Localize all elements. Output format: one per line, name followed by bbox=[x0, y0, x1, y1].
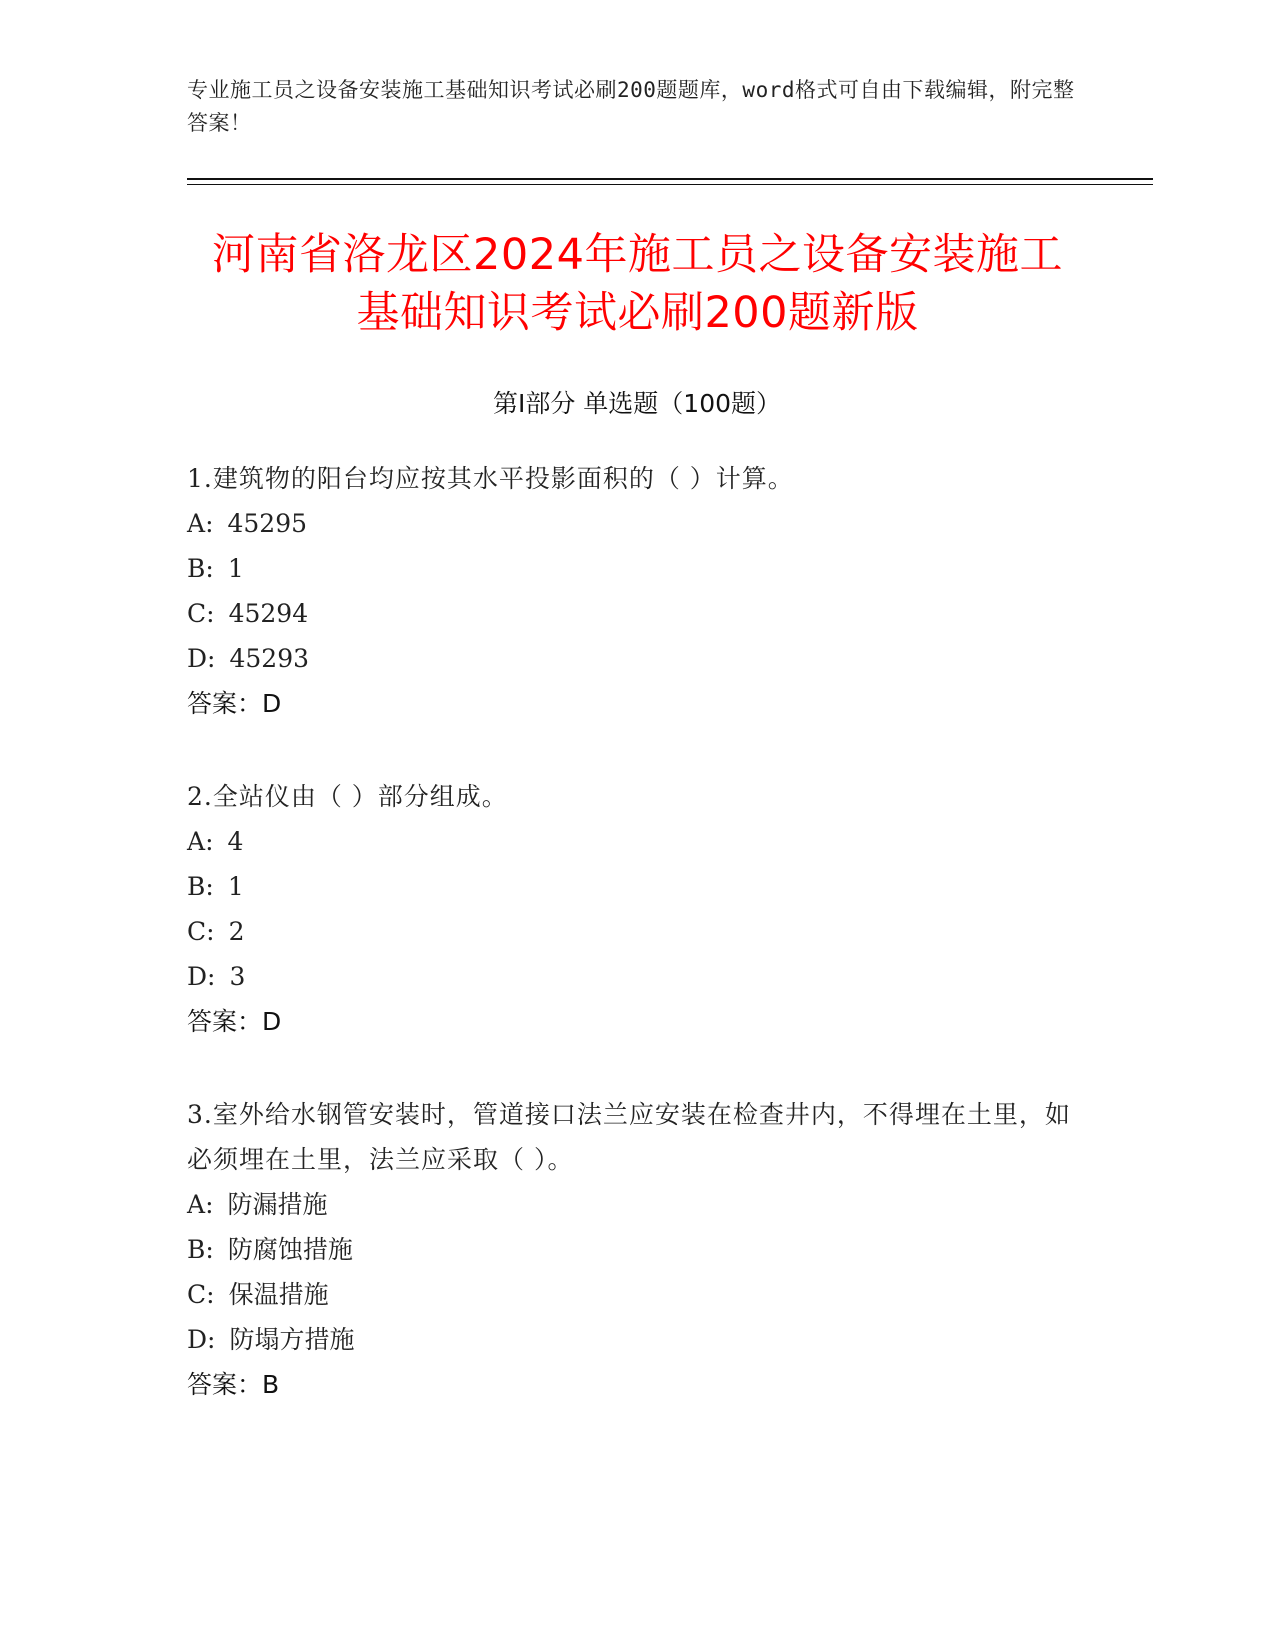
option-b bbox=[187, 1227, 1087, 1272]
option-b bbox=[187, 546, 1087, 591]
answer: 答案：D bbox=[187, 689, 282, 718]
option-key: B bbox=[187, 1235, 206, 1264]
option-separator: : bbox=[205, 1235, 214, 1264]
document-title bbox=[160, 226, 1115, 342]
option-c bbox=[187, 909, 1087, 954]
option-text: 保温措施 bbox=[228, 1280, 329, 1309]
section-heading: 第Ⅰ部分 单选题（100题） bbox=[492, 389, 782, 418]
option-text: 45295 bbox=[227, 509, 308, 538]
option-a bbox=[187, 819, 1087, 864]
option-c bbox=[187, 1272, 1087, 1317]
option-text: 45294 bbox=[228, 599, 309, 628]
option-a bbox=[187, 501, 1087, 546]
option-d bbox=[187, 954, 1087, 999]
option-key: C bbox=[187, 917, 207, 946]
option-separator: : bbox=[206, 1280, 215, 1309]
title-line-2: 基础知识考试必刷200题新版 bbox=[356, 288, 919, 338]
option-b bbox=[187, 864, 1087, 909]
option-d bbox=[187, 636, 1087, 681]
option-separator: : bbox=[207, 644, 216, 673]
header-rule-thin bbox=[187, 184, 1153, 185]
answer: 答案：B bbox=[187, 1370, 280, 1399]
option-separator: : bbox=[206, 599, 215, 628]
option-key: A bbox=[187, 827, 206, 856]
question-stem: 2.全站仪由（ ）部分组成。 bbox=[187, 782, 508, 811]
header-note: 专业施工员之设备安装施工基础知识考试必刷200题题库，word格式可自由下载编辑，附完整答案！ bbox=[187, 78, 1075, 135]
option-a bbox=[187, 1182, 1087, 1227]
option-separator: : bbox=[205, 872, 214, 901]
option-key: D bbox=[187, 1325, 208, 1354]
option-key: C bbox=[187, 599, 207, 628]
option-text: 防漏措施 bbox=[227, 1190, 328, 1219]
option-separator: : bbox=[205, 554, 214, 583]
option-separator: : bbox=[207, 1325, 216, 1354]
question-2 bbox=[187, 774, 1087, 1044]
option-key: A bbox=[187, 509, 206, 538]
answer: 答案：D bbox=[187, 1007, 282, 1036]
question-stem: 1.建筑物的阳台均应按其水平投影面积的（ ）计算。 bbox=[187, 464, 794, 493]
question-3 bbox=[187, 1092, 1087, 1407]
option-d bbox=[187, 1317, 1087, 1362]
option-key: D bbox=[187, 644, 208, 673]
option-text: 4 bbox=[227, 827, 244, 856]
option-text: 防腐蚀措施 bbox=[227, 1235, 353, 1264]
option-key: C bbox=[187, 1280, 207, 1309]
option-key: A bbox=[187, 1190, 206, 1219]
option-separator: : bbox=[205, 827, 214, 856]
option-text: 3 bbox=[229, 962, 246, 991]
option-text: 1 bbox=[227, 872, 244, 901]
option-separator: : bbox=[207, 962, 216, 991]
title-line-1: 河南省洛龙区2024年施工员之设备安装施工 bbox=[212, 230, 1063, 280]
option-key: D bbox=[187, 962, 208, 991]
option-c bbox=[187, 591, 1087, 636]
option-text: 1 bbox=[227, 554, 244, 583]
option-separator: : bbox=[206, 917, 215, 946]
option-key: B bbox=[187, 872, 206, 901]
option-key: B bbox=[187, 554, 206, 583]
question-stem: 3.室外给水钢管安装时，管道接口法兰应安装在检查井内，不得埋在土里，如必须埋在土里，法兰应采取（ ）。 bbox=[187, 1100, 1071, 1174]
option-text: 45293 bbox=[229, 644, 310, 673]
header-rule-thick bbox=[187, 178, 1153, 180]
option-text: 2 bbox=[228, 917, 245, 946]
option-separator: : bbox=[205, 1190, 214, 1219]
question-1 bbox=[187, 456, 1087, 726]
option-separator: : bbox=[205, 509, 214, 538]
option-text: 防塌方措施 bbox=[229, 1325, 355, 1354]
